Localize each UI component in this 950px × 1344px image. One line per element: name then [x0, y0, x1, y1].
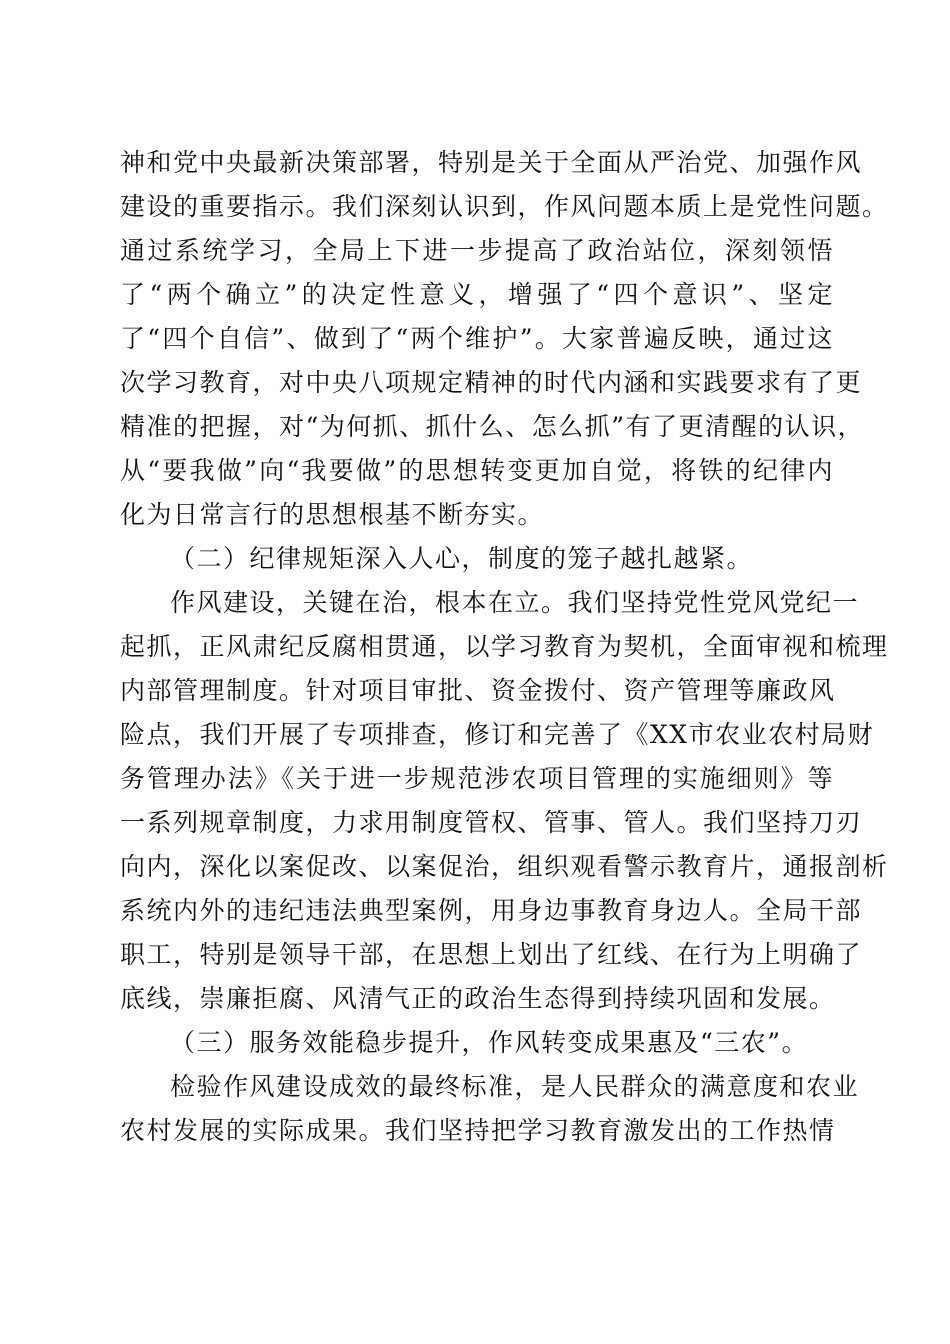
body-text-line: 系统内外的违纪违法典型案例，用身边事教育身边人。全局干部 [120, 896, 863, 925]
body-text-line: 底线，崇廉拒腐、风清气正的政治生态得到持续巩固和发展。 [120, 984, 836, 1013]
body-text-line: 了“两个确立”的决定性意义，增强了“四个意识”、坚定 [120, 280, 835, 309]
section-heading-2: （二）纪律规矩深入人心，制度的笼子越扎越紧。 [170, 544, 754, 573]
section-heading-3: （三）服务效能稳步提升，作风转变成果惠及“三农”。 [170, 1028, 809, 1057]
body-text-line: 务管理办法》《关于进一步规范涉农项目管理的实施细则》等 [120, 764, 834, 793]
body-text-line: 从“要我做”向“我要做”的思想转变更加自觉，将铁的纪律内 [120, 456, 834, 485]
body-text-line: 检验作风建设成效的最终标准，是人民群众的满意度和农业 [170, 1072, 860, 1101]
body-text-line: 向内，深化以案促改、以案促治，组织观看警示教育片，通报剖析 [120, 852, 889, 881]
body-text-line: 险点，我们开展了专项排查，修订和完善了《XX市农业农村局财 [120, 720, 875, 749]
body-text-line: 职工，特别是领导干部，在思想上划出了红线、在行为上明确了 [120, 940, 863, 969]
body-text-line: 通过系统学习，全局上下进一步提高了政治站位，深刻领悟 [120, 236, 834, 265]
body-text-line: 一系列规章制度，力求用制度管权、管事、管人。我们坚持刀刃 [120, 808, 863, 837]
body-text-line: 化为日常言行的思想根基不断夯实。 [120, 500, 545, 529]
body-text-line: 作风建设，关键在治，根本在立。我们坚持党性党风党纪一 [170, 588, 860, 617]
body-text-line: 起抓，正风肃纪反腐相贯通，以学习教育为契机，全面审视和梳理 [120, 632, 889, 661]
body-text-line: 农村发展的实际成果。我们坚持把学习教育激发出的工作热情 [120, 1116, 836, 1145]
body-text-line: 精准的把握，对“为何抓、抓什么、怎么抓”有了更清醒的认识， [120, 412, 865, 441]
body-text-line: 建设的重要指示。我们深刻认识到，作风问题本质上是党性问题。 [120, 192, 889, 221]
body-text-line: 神和党中央最新决策部署，特别是关于全面从严治党、加强作风 [120, 148, 863, 177]
body-text-line: 内部管理制度。针对项目审批、资金拨付、资产管理等廉政风 [120, 676, 836, 705]
body-text-line: 次学习教育，对中央八项规定精神的时代内涵和实践要求有了更 [120, 368, 863, 397]
body-text-line: 了“四个自信”、做到了“两个维护”。大家普遍反映，通过这 [120, 324, 834, 353]
